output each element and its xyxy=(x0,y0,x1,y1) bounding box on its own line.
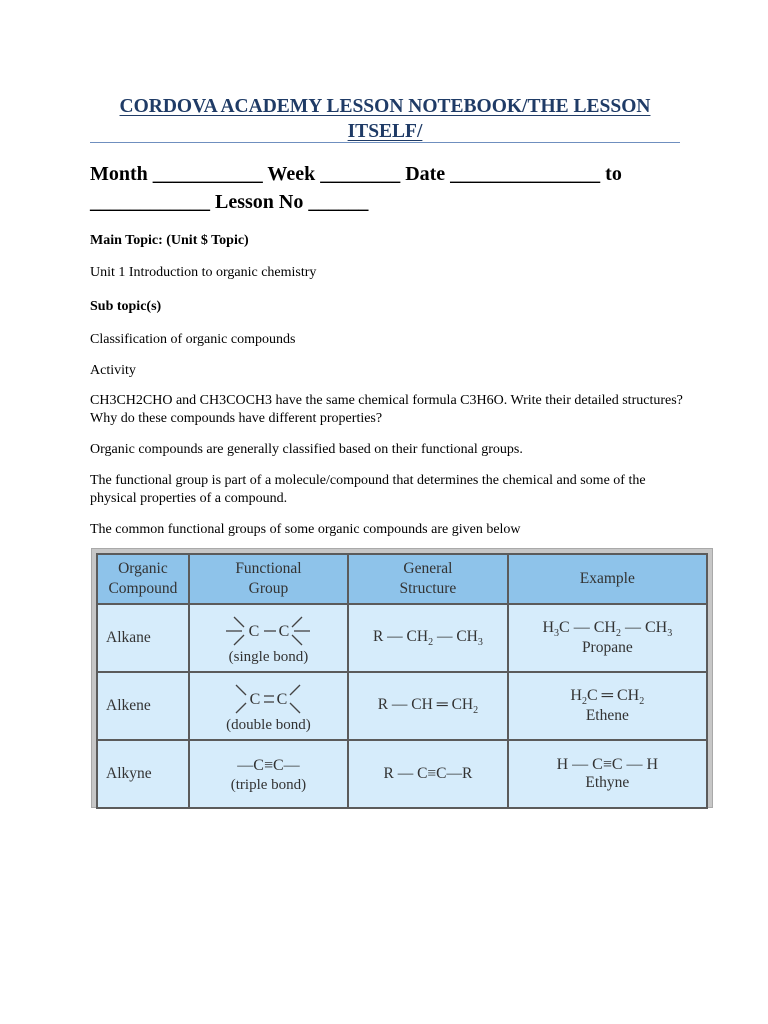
compound-alkane: Alkane xyxy=(97,604,189,672)
example-alkyne: H — C≡C — H Ethyne xyxy=(508,740,707,808)
header-functional-group: Functional Group xyxy=(189,554,348,604)
activity-text: CH3CH2CHO and CH3COCH3 have the same chemical formula C3H6O. Write their detailed structures? Why do these compounds have different properties? xyxy=(90,393,683,426)
svg-text:C: C xyxy=(250,690,261,708)
table-row xyxy=(97,604,707,672)
functional-group-alkene: C C (double bond) xyxy=(189,672,348,740)
paragraph-table-intro: The common functional groups of some organic compounds are given below xyxy=(90,522,521,537)
single-bond-structure-icon xyxy=(220,613,316,649)
paragraph-classification: Organic compounds are generally classified based on their functional groups. xyxy=(90,442,523,457)
functional-group-alkane: C C (single bond) xyxy=(189,604,348,672)
table-row xyxy=(97,740,707,808)
sub-topic-heading: Sub topic(s) xyxy=(90,299,162,314)
functional-group-alkyne: —C≡C— (triple bond) xyxy=(189,740,348,808)
sub-topic-text: Classification of organic compounds xyxy=(90,332,296,347)
header-organic-compound: Organic Compound xyxy=(97,554,189,604)
main-topic-text: Unit 1 Introduction to organic chemistry xyxy=(90,265,317,280)
double-bond-structure-icon xyxy=(220,681,316,717)
lesson-no-fill-line: ____________ Lesson No ______ xyxy=(90,191,369,213)
compound-alkyne: Alkyne xyxy=(97,740,189,808)
date-fill-line: Month ___________ Week ________ Date _______________ to xyxy=(90,163,622,185)
example-alkene: $H_2C$ ═ $CH_2$ Ethene xyxy=(508,672,707,740)
general-structure-alkene: R — CH ═ $CH_2$ xyxy=(348,672,508,740)
example-alkane: $H_3C$ — $CH_2$ — $CH_3$ Propane xyxy=(508,604,707,672)
table-header-row xyxy=(97,554,707,604)
general-structure-alkyne: R — C≡C—R xyxy=(348,740,508,808)
svg-text:C: C xyxy=(279,622,290,640)
paragraph-functional-group: The functional group is part of a molecule/compound that determines the chemical and some of the physical properties of a compound. xyxy=(90,473,646,506)
functional-groups-table xyxy=(91,548,713,808)
compound-alkene: Alkene xyxy=(97,672,189,740)
header-general-structure: General Structure xyxy=(348,554,508,604)
general-structure-alkane: R — $CH_2$ — $CH_3$ xyxy=(348,604,508,672)
main-topic-heading: Main Topic: (Unit $ Topic) xyxy=(90,233,249,248)
table-row xyxy=(97,672,707,740)
header-example: Example xyxy=(508,554,707,604)
svg-text:C: C xyxy=(277,690,288,708)
svg-text:C: C xyxy=(249,622,260,640)
page-title: CORDOVA ACADEMY LESSON NOTEBOOK/THE LESSON ITSELF/ xyxy=(119,96,651,142)
title-divider xyxy=(90,142,680,143)
activity-heading: Activity xyxy=(90,363,136,378)
